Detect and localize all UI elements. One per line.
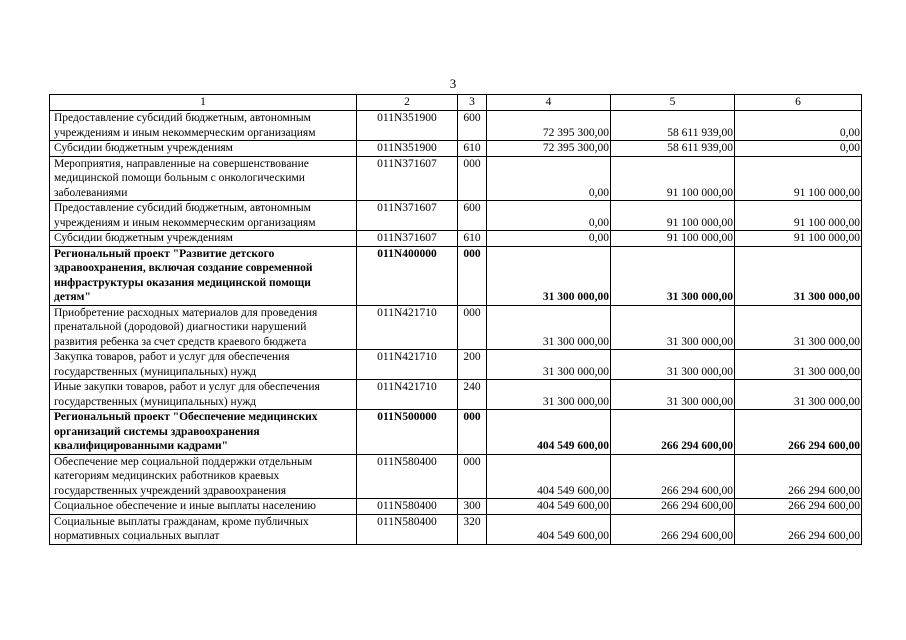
row-value-6: 31 300 000,00	[735, 380, 862, 410]
row-code: 011N580400	[357, 514, 458, 544]
row-code: 011N400000	[357, 246, 458, 305]
table-row	[50, 201, 862, 231]
row-name-line: пренатальной (дородовой) диагностики нарушений	[54, 321, 307, 333]
row-kvr: 610	[458, 231, 487, 247]
row-name	[50, 514, 357, 544]
table-row	[50, 246, 862, 305]
row-value-4: 404 549 600,00	[487, 514, 611, 544]
row-value-6: 266 294 600,00	[735, 499, 862, 515]
row-value-6: 0,00	[735, 141, 862, 157]
row-value-5: 266 294 600,00	[611, 514, 735, 544]
row-value-4: 0,00	[487, 156, 611, 201]
table-row	[50, 305, 862, 350]
header-col-2: 2	[357, 95, 458, 111]
row-name-line: учреждениям и иным некоммерческим организациям	[54, 126, 316, 139]
row-name-line: государственных (муниципальных) нужд	[54, 395, 257, 408]
row-name	[50, 231, 357, 247]
row-kvr: 600	[458, 201, 487, 231]
row-value-6: 31 300 000,00	[735, 350, 862, 380]
row-value-6: 31 300 000,00	[735, 246, 862, 305]
row-code: 011N371607	[357, 201, 458, 231]
row-name-line: организаций системы здравоохранения	[54, 425, 260, 438]
row-name-line: заболеваниями	[54, 186, 128, 199]
row-name-line: Субсидии бюджетным учреждениям	[54, 232, 233, 244]
table-row	[50, 156, 862, 201]
row-value-5: 58 611 939,00	[611, 141, 735, 157]
row-kvr: 200	[458, 350, 487, 380]
row-value-5: 91 100 000,00	[611, 156, 735, 201]
row-value-5: 266 294 600,00	[611, 454, 735, 499]
row-kvr: 000	[458, 156, 487, 201]
row-code: 011N580400	[357, 454, 458, 499]
row-name-line: государственных (муниципальных) нужд	[54, 365, 257, 378]
table-row	[50, 454, 862, 499]
row-value-5: 91 100 000,00	[611, 201, 735, 231]
row-name-line: Приобретение расходных материалов для проведения	[54, 306, 318, 319]
table-row	[50, 141, 862, 157]
row-value-4: 31 300 000,00	[487, 246, 611, 305]
row-value-6: 91 100 000,00	[735, 231, 862, 247]
table-header-row	[50, 95, 862, 111]
row-name-line: здравоохранения, включая создание современной	[54, 262, 313, 274]
row-name-line: Обеспечение мер социальной поддержки отдельным	[54, 455, 313, 468]
header-col-3: 3	[458, 95, 487, 111]
row-name	[50, 350, 357, 380]
page-number: 3	[449, 76, 457, 91]
table-body	[50, 95, 862, 545]
row-value-6: 266 294 600,00	[735, 514, 862, 544]
row-name	[50, 141, 357, 157]
row-name	[50, 201, 357, 231]
row-kvr: 000	[458, 410, 487, 455]
row-name	[50, 305, 357, 350]
row-name-line: Закупка товаров, работ и услуг для обеспечения	[54, 351, 290, 363]
header-col-4: 4	[487, 95, 611, 111]
row-name	[50, 380, 357, 410]
header-col-1: 1	[50, 95, 357, 111]
table-row	[50, 499, 862, 515]
row-code: 011N351900	[357, 111, 458, 141]
row-value-5: 31 300 000,00	[611, 350, 735, 380]
row-value-5: 266 294 600,00	[611, 410, 735, 455]
row-name	[50, 246, 357, 305]
table-row	[50, 410, 862, 455]
row-name-line: Предоставление субсидий бюджетным, автономным	[54, 202, 311, 214]
row-value-4: 404 549 600,00	[487, 454, 611, 499]
row-name-line: Региональный проект "Обеспечение медицинских	[54, 411, 318, 423]
header-col-6: 6	[735, 95, 862, 111]
row-code: 011N580400	[357, 499, 458, 515]
row-value-4: 31 300 000,00	[487, 305, 611, 350]
row-value-4: 404 549 600,00	[487, 499, 611, 515]
row-value-5: 91 100 000,00	[611, 231, 735, 247]
table-row	[50, 111, 862, 141]
row-name-line: учреждениям и иным некоммерческим организациям	[54, 216, 316, 229]
row-name	[50, 156, 357, 201]
row-value-6: 0,00	[735, 111, 862, 141]
row-value-5: 266 294 600,00	[611, 499, 735, 515]
row-name-line: квалифицированными кадрами"	[54, 440, 228, 452]
table-row	[50, 514, 862, 544]
row-name-line: инфраструктуры оказания медицинской помощи	[54, 276, 311, 289]
row-code: 011N421710	[357, 380, 458, 410]
row-name-line: Субсидии бюджетным учреждениям	[54, 142, 233, 154]
row-code: 011N500000	[357, 410, 458, 455]
header-col-5: 5	[611, 95, 735, 111]
row-value-4: 404 549 600,00	[487, 410, 611, 455]
row-value-4: 0,00	[487, 201, 611, 231]
row-code: 011N371607	[357, 156, 458, 201]
row-name-line: Мероприятия, направленные на совершенствование	[54, 157, 309, 170]
row-value-5: 31 300 000,00	[611, 305, 735, 350]
row-name-line: Региональный проект "Развитие детского	[54, 247, 275, 260]
row-name-line: государственных учреждений здравоохранения	[54, 484, 287, 497]
row-value-6: 31 300 000,00	[735, 305, 862, 350]
row-value-6: 266 294 600,00	[735, 410, 862, 455]
row-value-4: 72 395 300,00	[487, 111, 611, 141]
row-name-line: медицинской помощи больным с онкологическими	[54, 172, 305, 184]
row-name-line: категориям медицинских работников краевых	[54, 470, 280, 482]
row-code: 011N351900	[357, 141, 458, 157]
row-name-line: нормативных социальных выплат	[54, 530, 220, 542]
row-code: 011N421710	[357, 305, 458, 350]
row-value-6: 266 294 600,00	[735, 454, 862, 499]
row-name-line: Социальное обеспечение и иные выплаты населению	[54, 500, 316, 512]
row-value-4: 72 395 300,00	[487, 141, 611, 157]
row-value-6: 91 100 000,00	[735, 156, 862, 201]
row-name-line: развития ребенка за счет средств краевого бюджета	[54, 335, 307, 348]
row-value-4: 31 300 000,00	[487, 380, 611, 410]
row-kvr: 300	[458, 499, 487, 515]
row-kvr: 600	[458, 111, 487, 141]
row-name-line: Социальные выплаты гражданам, кроме публичных	[54, 515, 309, 528]
table-row	[50, 350, 862, 380]
row-kvr: 240	[458, 380, 487, 410]
row-value-4: 0,00	[487, 231, 611, 247]
row-name	[50, 499, 357, 515]
row-name	[50, 410, 357, 455]
row-value-5: 31 300 000,00	[611, 246, 735, 305]
row-code: 011N371607	[357, 231, 458, 247]
row-kvr: 320	[458, 514, 487, 544]
row-kvr: 000	[458, 305, 487, 350]
row-name-line: Иные закупки товаров, работ и услуг для обеспечения	[54, 381, 320, 393]
row-name	[50, 454, 357, 499]
row-value-5: 58 611 939,00	[611, 111, 735, 141]
row-kvr: 000	[458, 454, 487, 499]
table-row	[50, 231, 862, 247]
row-value-5: 31 300 000,00	[611, 380, 735, 410]
row-value-4: 31 300 000,00	[487, 350, 611, 380]
budget-table	[49, 94, 862, 545]
row-name	[50, 111, 357, 141]
row-value-6: 91 100 000,00	[735, 201, 862, 231]
table-row	[50, 380, 862, 410]
row-kvr: 000	[458, 246, 487, 305]
row-code: 011N421710	[357, 350, 458, 380]
row-name-line: Предоставление субсидий бюджетным, автономным	[54, 112, 311, 124]
row-name-line: детям"	[54, 291, 91, 303]
row-kvr: 610	[458, 141, 487, 157]
